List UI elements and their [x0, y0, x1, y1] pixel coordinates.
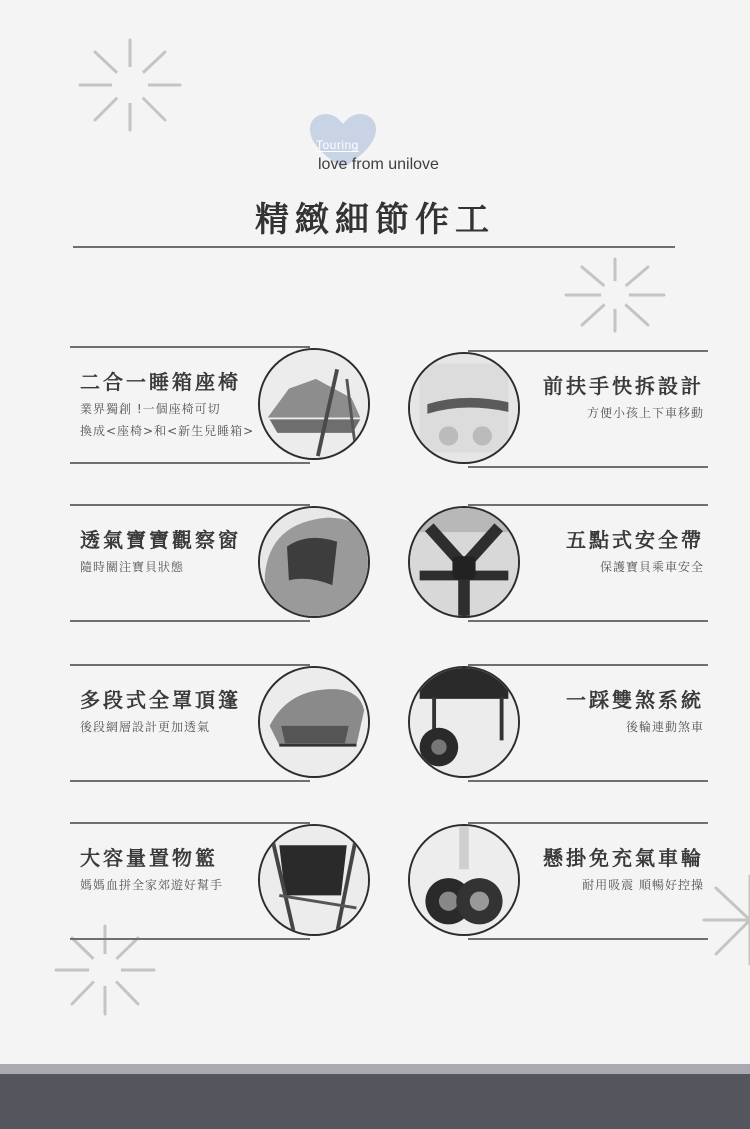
firework-burst-decoration	[70, 30, 190, 140]
wheel-photo	[408, 824, 520, 936]
divider	[468, 664, 708, 666]
feature-title: 多段式全罩頂篷	[80, 688, 241, 712]
feature-description-line: 換成<座椅>和<新生兒睡箱>	[80, 424, 255, 438]
feature-card	[70, 346, 370, 464]
feature-description	[582, 874, 704, 896]
firework-burst-decoration	[560, 255, 670, 335]
divider	[70, 504, 310, 506]
divider	[70, 620, 310, 622]
divider	[468, 466, 708, 468]
feature-description	[80, 398, 254, 442]
divider	[70, 462, 310, 464]
feature-card	[408, 664, 708, 782]
feature-title: 懸掛免充氣車輪	[543, 846, 704, 870]
feature-title: 大容量置物籃	[80, 846, 218, 870]
basket-photo	[258, 824, 370, 936]
feature-description-line: 業界獨創 !一個座椅可切	[80, 402, 221, 416]
footer-band-dark	[0, 1074, 750, 1129]
divider	[468, 504, 708, 506]
divider	[468, 350, 708, 352]
feature-title: 一踩雙煞系統	[566, 688, 704, 712]
feature-description	[600, 556, 704, 578]
feature-card	[408, 822, 708, 940]
feature-card	[70, 664, 370, 782]
divider	[468, 822, 708, 824]
bassinet-seat-photo	[258, 348, 370, 460]
divider	[468, 780, 708, 782]
divider	[70, 780, 310, 782]
brand-logo	[300, 112, 490, 182]
feature-description-line: 隨時關注寶貝狀態	[80, 560, 185, 574]
brand-tagline: love from unilove	[318, 156, 439, 173]
divider	[70, 346, 310, 348]
feature-description	[80, 874, 223, 896]
divider	[468, 620, 708, 622]
brake-photo	[408, 666, 520, 778]
full-canopy-photo	[258, 666, 370, 778]
feature-description	[587, 402, 704, 424]
feature-description-line: 後段網層設計更加透氣	[80, 720, 211, 734]
feature-description	[80, 716, 210, 738]
front-bar-photo	[408, 352, 520, 464]
brand-badge-word: Touring	[316, 138, 359, 152]
feature-description-line: 方便小孩上下車移動	[586, 406, 704, 420]
feature-card	[70, 504, 370, 622]
feature-card	[408, 504, 708, 622]
feature-title: 五點式安全帶	[566, 528, 704, 552]
feature-card	[70, 822, 370, 940]
feature-description-line: 耐用吸震 順暢好控操	[582, 878, 704, 892]
divider	[70, 664, 310, 666]
footer-band-light	[0, 1064, 750, 1074]
title-divider	[73, 246, 675, 248]
feature-title: 二合一睡箱座椅	[80, 370, 241, 394]
feature-description-line: 媽媽血拼全家郊遊好幫手	[80, 878, 224, 892]
feature-description	[626, 716, 704, 738]
feature-description	[80, 556, 184, 578]
divider	[70, 938, 310, 940]
feature-card	[408, 350, 708, 468]
divider	[468, 938, 708, 940]
feature-title: 前扶手快拆設計	[543, 374, 704, 398]
feature-description-line: 保護寶貝乘車安全	[599, 560, 704, 574]
canopy-window-photo	[258, 506, 370, 618]
feature-title: 透氣寶寶觀察窗	[80, 528, 241, 552]
page-title: 精緻細節作工	[255, 200, 495, 240]
feature-description-line: 後輪連動煞車	[625, 720, 704, 734]
divider	[70, 822, 310, 824]
harness-photo	[408, 506, 520, 618]
